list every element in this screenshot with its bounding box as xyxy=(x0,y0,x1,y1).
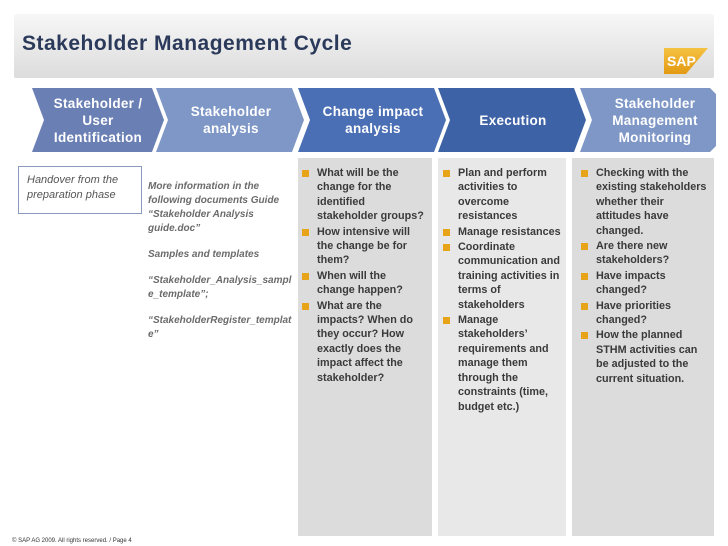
phase-execution-label: Execution xyxy=(479,112,547,128)
info-text xyxy=(148,180,296,354)
bullet-icon xyxy=(443,170,450,177)
info-samples-heading: Samples and templates xyxy=(148,249,260,260)
phase-monitoring[interactable] xyxy=(580,88,716,152)
bullet-icon xyxy=(302,273,309,280)
page-title: Stakeholder Management Cycle xyxy=(22,32,353,55)
list-item: When will the change happen? xyxy=(302,269,426,298)
bullet-icon xyxy=(443,229,450,236)
bullet-icon xyxy=(443,317,450,324)
change-impact-list xyxy=(302,166,426,386)
bullet-icon xyxy=(443,244,450,251)
phase-monitoring-label: Stakeholder Management Monitoring xyxy=(612,95,698,145)
bullet-icon xyxy=(302,229,309,236)
bullet-icon xyxy=(581,243,588,250)
list-item: Plan and perform activities to overcome resistances xyxy=(443,166,565,224)
info-guide: More information in the following documents Guide xyxy=(148,181,280,206)
phase-change-impact-label: Change impact analysis xyxy=(322,104,424,136)
info-guide-doc: “Stakeholder Analysis guide.doc” xyxy=(148,209,254,234)
monitoring-list xyxy=(581,166,711,387)
sap-logo-text: SAP xyxy=(667,53,696,69)
phase-execution[interactable] xyxy=(438,88,586,152)
list-item: What will be the change for the identified stakeholder groups? xyxy=(302,166,426,224)
info-sample-template: “Stakeholder_Analysis_sample_template”; xyxy=(148,275,292,300)
bullet-icon xyxy=(581,332,588,339)
bullet-icon xyxy=(302,170,309,177)
phase-identification-label: Stakeholder / User Identification xyxy=(53,95,143,145)
handover-text: Handover from the preparation phase xyxy=(27,174,119,201)
title-bar xyxy=(14,14,714,78)
handover-box xyxy=(18,166,142,214)
list-item: How intensive will the change be for them? xyxy=(302,225,426,268)
list-item: Manage stakeholders’ requirements and manage them through the constraints (time, budget etc.) xyxy=(443,313,565,414)
phase-stakeholder-analysis-label: Stakeholder analysis xyxy=(190,104,272,136)
list-item: Have impacts changed? xyxy=(581,269,711,298)
sap-logo xyxy=(664,48,708,74)
execution-list xyxy=(443,166,565,415)
list-item: Manage resistances xyxy=(443,225,565,239)
phase-identification[interactable] xyxy=(32,88,164,152)
bullet-icon xyxy=(302,303,309,310)
list-item: What are the impacts? When do they occur? How exactly does the impact affect the stakeholder? xyxy=(302,299,426,385)
list-item: Coordinate communication and training activities in terms of stakeholders xyxy=(443,240,565,312)
bullet-icon xyxy=(581,170,588,177)
phase-change-impact[interactable] xyxy=(298,88,446,152)
footer-copyright: © SAP AG 2009. All rights reserved. / Page 4 xyxy=(12,538,132,544)
info-register-template: “StakeholderRegister_template” xyxy=(148,315,292,340)
bullet-icon xyxy=(581,303,588,310)
list-item: Are there new stakeholders? xyxy=(581,239,711,268)
phase-stakeholder-analysis[interactable] xyxy=(156,88,304,152)
list-item: Have priorities changed? xyxy=(581,299,711,328)
bullet-icon xyxy=(581,273,588,280)
list-item: How the planned STHM activities can be adjusted to the current situation. xyxy=(581,328,711,386)
list-item: Checking with the existing stakeholders whether their attitudes have changed. xyxy=(581,166,711,238)
